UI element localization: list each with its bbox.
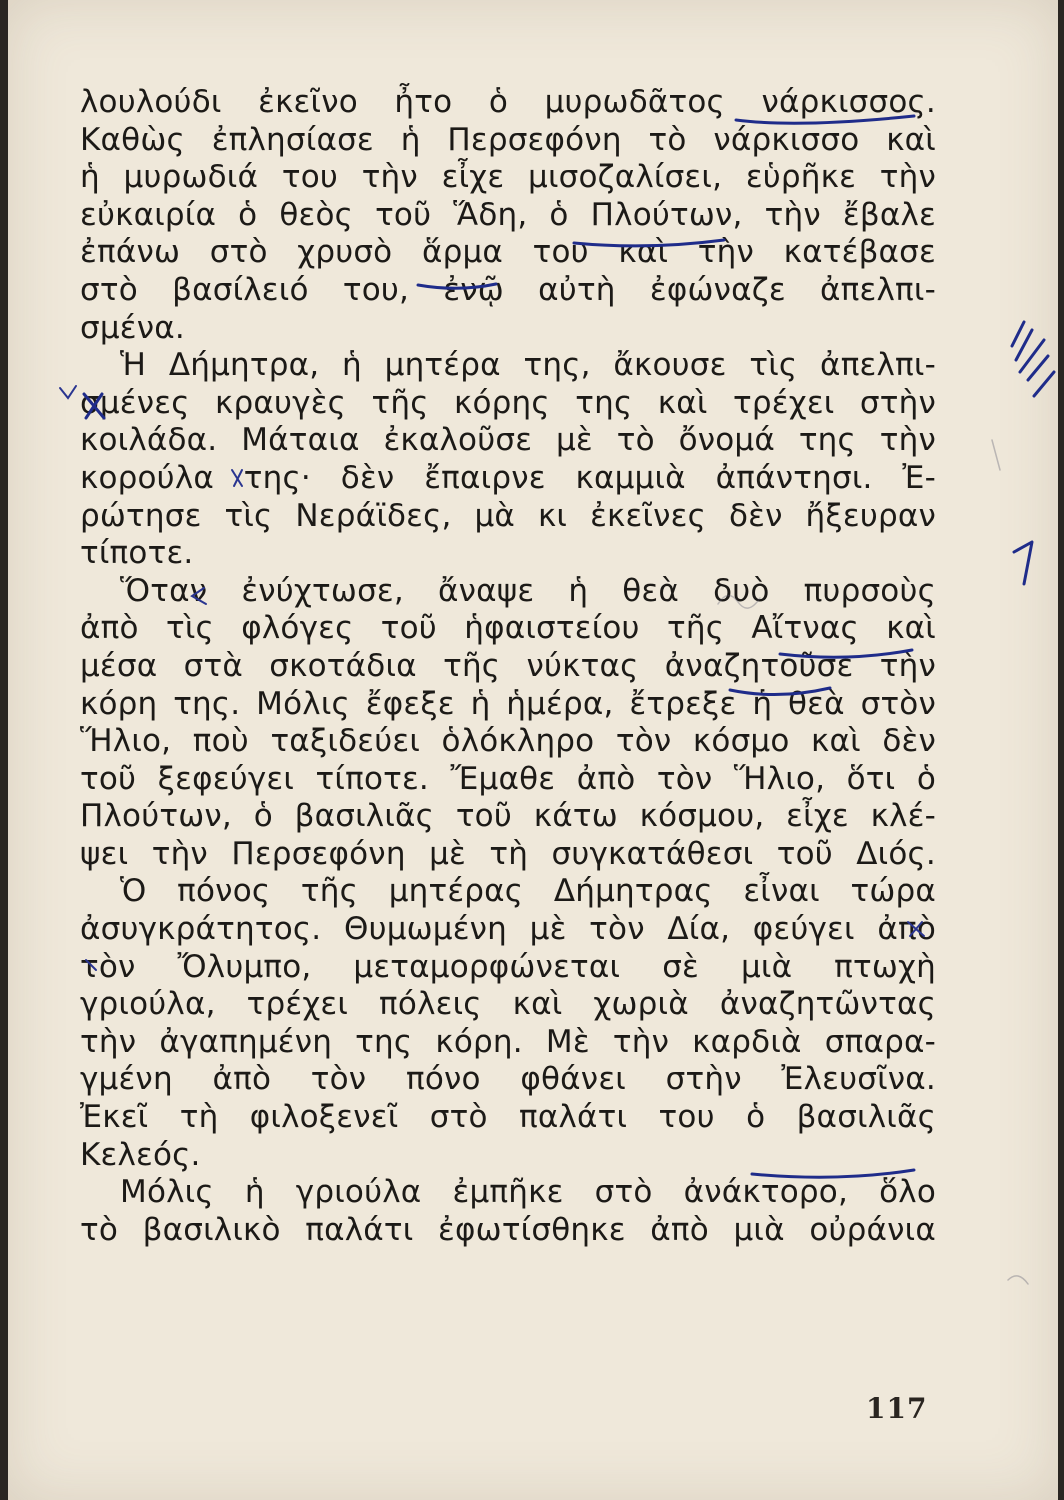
tally-marks-icon <box>1012 322 1054 396</box>
pencil-mark <box>1008 1276 1028 1284</box>
text-line: Κελεός. <box>80 1136 201 1173</box>
text-line: Ἥλιο, ποὺ ταξιδεύει ὁλόκληρο τὸν κόσμο καὶ δὲν <box>80 723 936 760</box>
book-page <box>8 0 1058 1500</box>
page-number: 117 <box>866 1392 928 1425</box>
pencil-mark <box>992 440 1000 470</box>
text-line: ἀπὸ τὶς φλόγες τοῦ ἡφαιστείου τῆς Αἴτνας καὶ <box>80 610 936 647</box>
text-line: Ἐκεῖ τὴ φιλοξενεῖ στὸ παλάτι του ὁ βασιλιᾶς <box>80 1099 936 1136</box>
margin-number-one <box>1014 542 1032 584</box>
text-line: τὸν Ὄλυμπο, μεταμορφώνεται σὲ μιὰ πτωχὴ <box>80 948 936 985</box>
text-line: εὐκαιρία ὁ θεὸς τοῦ Ἅδη, ὁ Πλούτων, τὴν ἔβαλε <box>80 196 936 233</box>
text-line: τοῦ ξεφεύγει τίποτε. Ἔμαθε ἀπὸ τὸν Ἥλιο, ὅτι ὁ <box>80 760 936 797</box>
body-text <box>80 84 936 1249</box>
text-line: τὴν ἀγαπημένη της κόρη. Μὲ τὴν καρδιὰ σπαρα- <box>80 1023 936 1060</box>
text-line: Καθὼς ἐπλησίασε ἡ Περσεφόνη τὸ νάρκισσο καὶ <box>80 121 936 158</box>
text-line: Πλούτων, ὁ βασιλιᾶς τοῦ κάτω κόσμου, εἶχε κλέ- <box>80 798 936 835</box>
text-line: κόρη της. Μόλις ἔφεξε ἡ ἡμέρα, ἔτρεξε ἡ θεὰ στὸν <box>80 685 936 722</box>
text-line: ρώτησε τὶς Νεράϊδες, μὰ κι ἐκεῖνες δὲν ἤξευραν <box>80 497 936 534</box>
text-line: ἐπάνω στὸ χρυσὸ ἅρμα του καὶ τὴν κατέβασε <box>80 234 936 271</box>
text-line: στὸ βασίλειό του, ἐνῷ αὐτὴ ἐφώναζε ἀπελπι- <box>80 271 936 308</box>
text-line: γμένη ἀπὸ τὸν πόνο φθάνει στὴν Ἐλευσῖνα. <box>80 1061 936 1098</box>
text-line: σμένες κραυγὲς τῆς κόρης της καὶ τρέχει στὴν <box>80 384 936 421</box>
text-line: κοιλάδα. Μάταια ἐκαλοῦσε μὲ τὸ ὄνομά της τὴν <box>80 422 936 459</box>
text-line: ἡ μυρωδιά του τὴν εἶχε μισοζαλίσει, εὑρῆκε τὴν <box>80 159 936 196</box>
text-line: Μόλις ἡ γριούλα ἐμπῆκε στὸ ἀνάκτορο, ὅλο <box>120 1174 936 1211</box>
text-line: σμένα. <box>80 309 185 346</box>
text-line: λουλούδι ἐκεῖνο ἦτο ὁ μυρωδᾶτος νάρκισσος. <box>80 84 936 120</box>
text-line: ψει τὴν Περσεφόνη μὲ τὴ συγκατάθεσι τοῦ Διός. <box>80 835 936 872</box>
text-line: μέσα στὰ σκοτάδια τῆς νύκτας ἀναζητοῦσε τὴν <box>80 647 936 684</box>
text-line: Ἡ Δήμητρα, ἡ μητέρα της, ἄκουσε τὶς ἀπελπι- <box>120 347 936 384</box>
text-line: τίποτε. <box>80 535 194 572</box>
text-line: γριούλα, τρέχει πόλεις καὶ χωριὰ ἀναζητῶντας <box>80 986 936 1023</box>
text-line: ἀσυγκράτητος. Θυμωμένη μὲ τὸν Δία, φεύγει ἀπὸ <box>80 911 936 948</box>
text-line: Ὅταν ἐνύχτωσε, ἄναψε ἡ θεὰ δυὸ πυρσοὺς <box>120 572 936 609</box>
text-line: Ὁ πόνος τῆς μητέρας Δήμητρας εἶναι τώρα <box>120 873 936 910</box>
text-line: τὸ βασιλικὸ παλάτι ἐφωτίσθηκε ἀπὸ μιὰ οὐράνια <box>80 1211 936 1248</box>
checkmark-icon <box>60 386 76 398</box>
text-line: κορούλα της· δὲν ἔπαιρνε καμμιὰ ἀπάντησι. Ἐ- <box>80 459 936 496</box>
